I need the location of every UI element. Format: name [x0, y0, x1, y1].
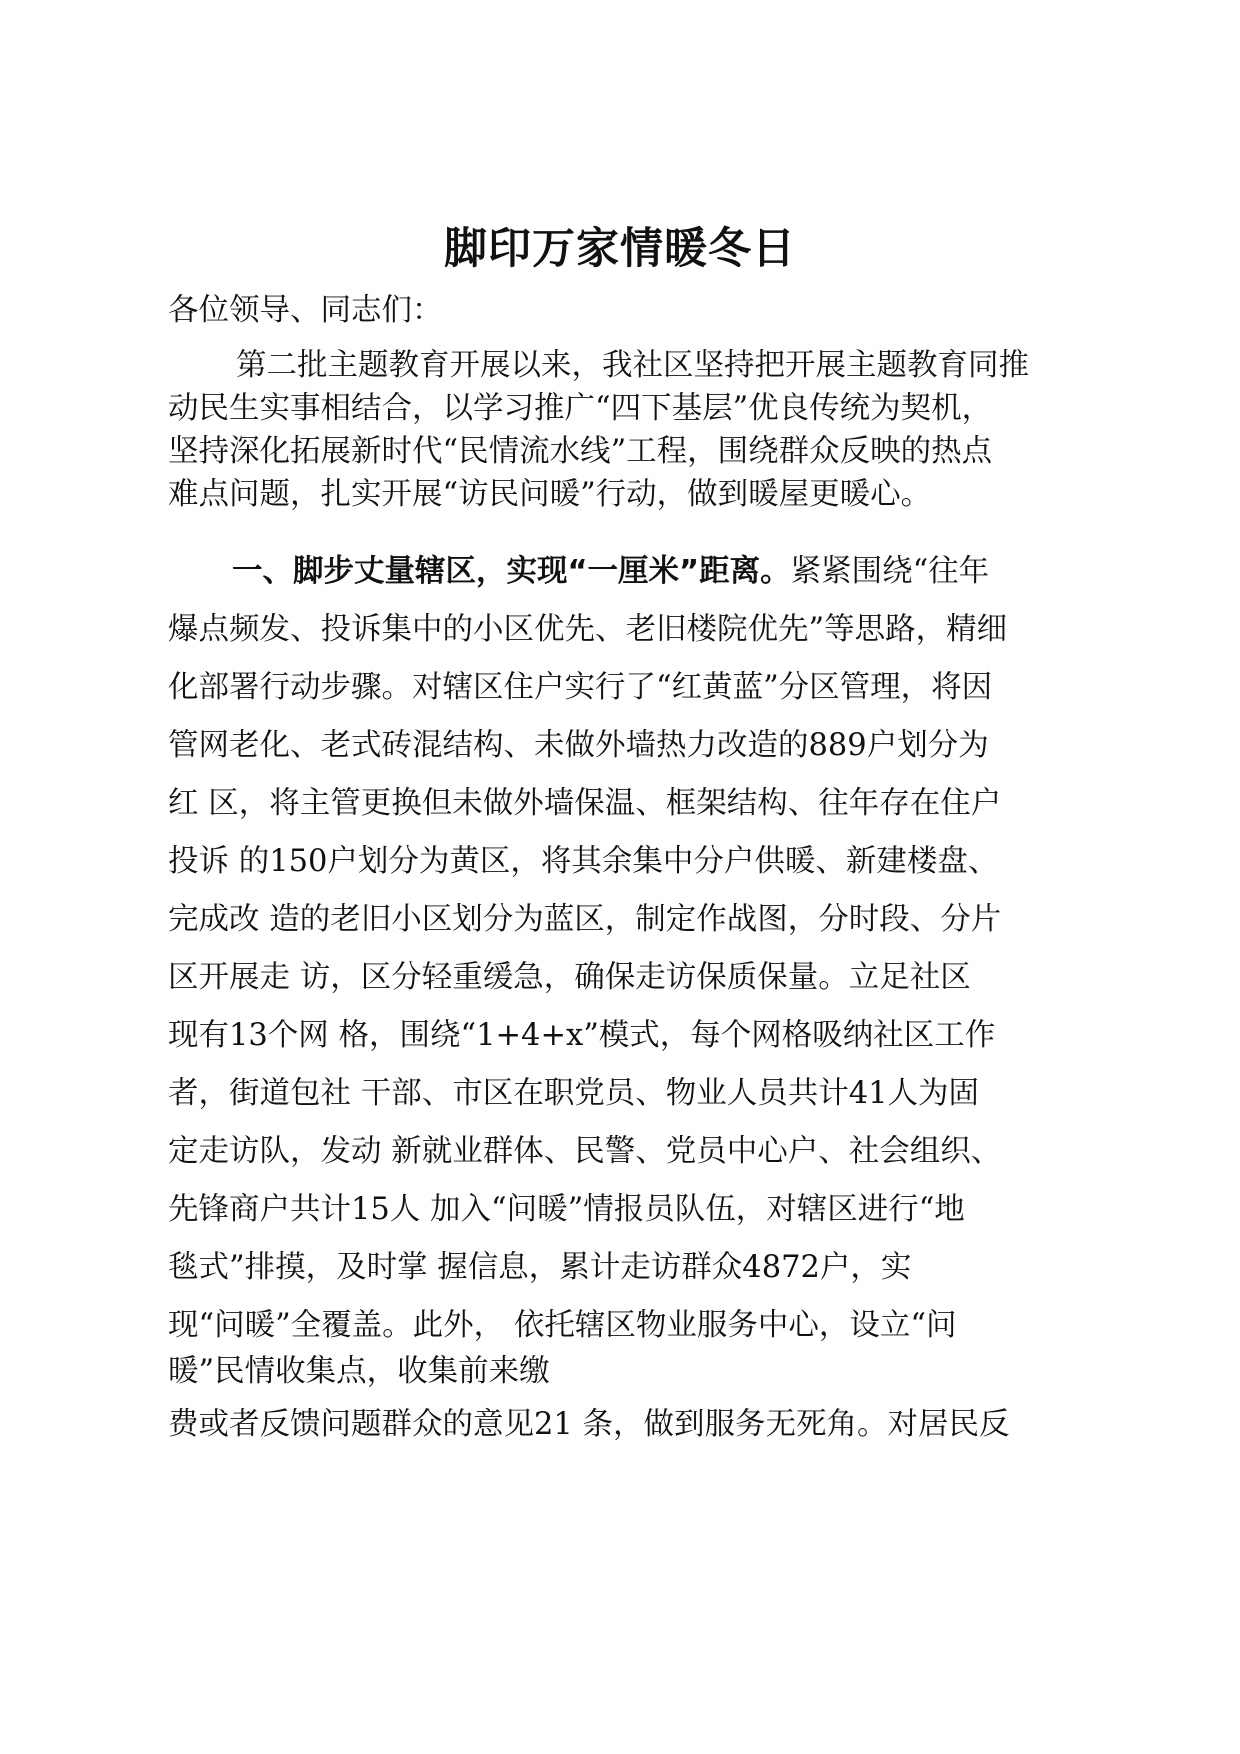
salutation: 各位领导、同志们： [168, 293, 443, 328]
intro-line: 动民生实事相结合，以学习推广“四下基层”优良传统为契机， [168, 391, 993, 426]
body-line: 现“问暖”全覆盖。此外， 依托辖区物业服务中心，设立“问 [168, 1308, 957, 1343]
body-line: 投诉 的150户划分为黄区，将其余集中分户供暖、新建楼盘、 [168, 844, 999, 879]
body-line: 先锋商户共计15人 加入“问暖”情报员队伍，对辖区进行“地 [168, 1192, 965, 1227]
body-line: 管网老化、老式砖混结构、未做外墙热力改造的889户划分为 [168, 728, 989, 763]
intro-line: 难点问题，扎实开展“访民问暖”行动，做到暖屋更暖心。 [168, 477, 932, 512]
intro-line: 坚持深化拓展新时代“民情流水线”工程，围绕群众反映的热点 [168, 434, 993, 469]
body-line: 化部署行动步骤。对辖区住户实行了“红黄蓝”分区管理，将因 [168, 670, 993, 705]
body-line: 暖”民情收集点，收集前来缴 [168, 1354, 550, 1389]
document-title: 脚印万家情暖冬日 [444, 224, 796, 274]
body-line: 区开展走 访，区分轻重缓急，确保走访保质保量。立足社区 [168, 960, 971, 995]
section-1-first-line [232, 552, 989, 592]
section-1-text: 紧紧围绕“往年 [790, 554, 990, 589]
intro-line: 第二批主题教育开展以来，我社区坚持把开展主题教育同推 [236, 348, 1029, 383]
body-line: 现有13个网 格，围绕“1+4+x”模式，每个网格吸纳社区工作 [168, 1018, 996, 1053]
section-1-heading: 一、脚步丈量辖区，实现“一厘米”距离。 [232, 554, 791, 589]
body-line: 完成改 造的老旧小区划分为蓝区，制定作战图，分时段、分片 [168, 902, 1002, 937]
body-line: 红 区，将主管更换但未做外墙保温、框架结构、往年存在住户 [168, 786, 1002, 821]
body-line: 费或者反馈问题群众的意见21 条，做到服务无死角。对居民反 [168, 1407, 1010, 1442]
body-line: 毯式”排摸，及时掌 握信息，累计走访群众4872户，实 [168, 1250, 912, 1285]
body-line: 爆点频发、投诉集中的小区优先、老旧楼院优先”等思路，精细 [168, 612, 1008, 647]
body-line: 定走访队，发动 新就业群体、民警、党员中心户、社会组织、 [168, 1134, 1002, 1169]
body-line: 者，街道包社 干部、市区在职党员、物业人员共计41人为固 [168, 1076, 980, 1111]
